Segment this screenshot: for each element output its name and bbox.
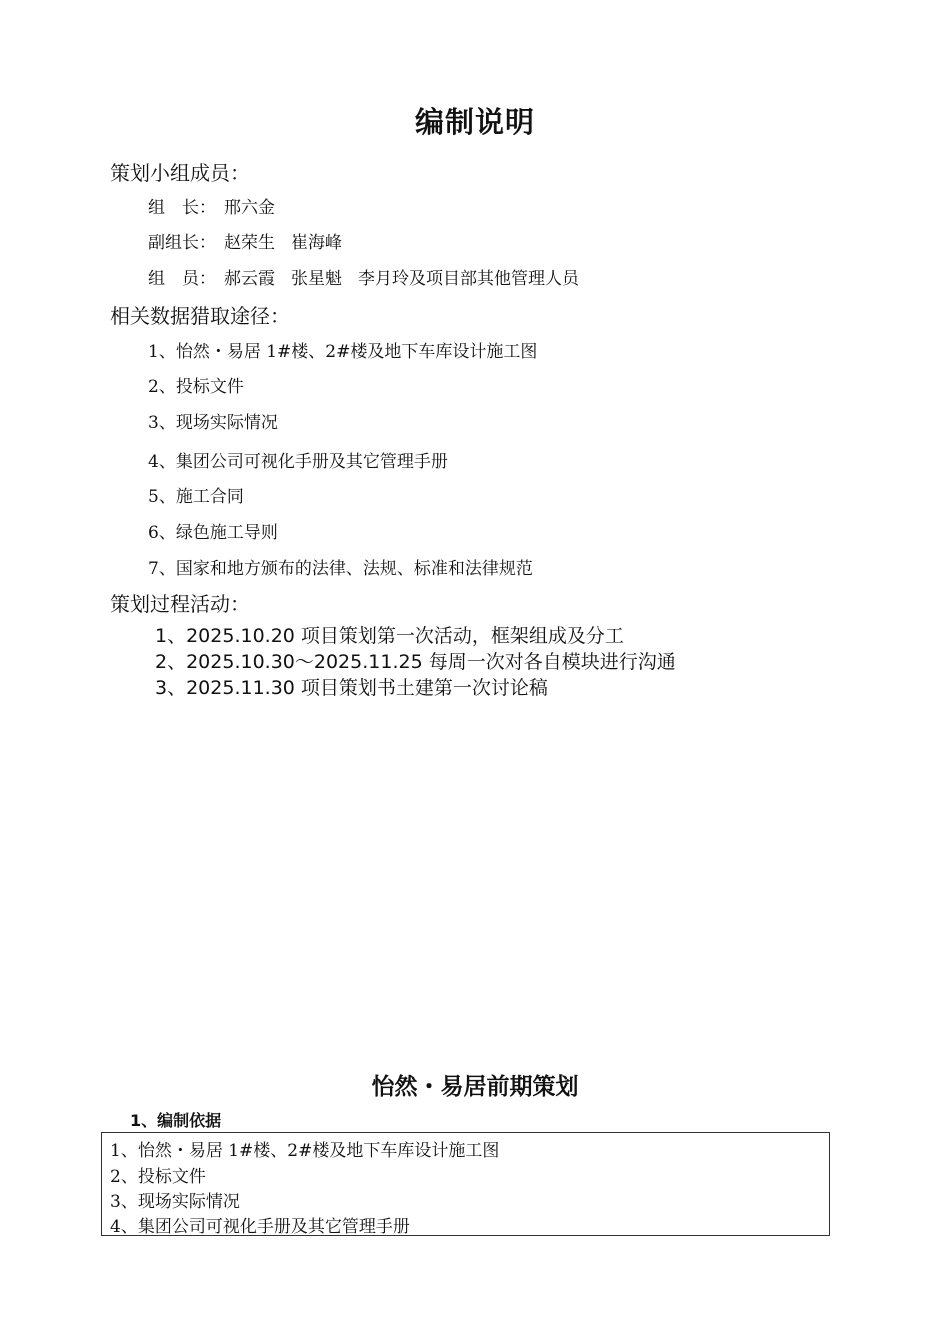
member-name: 张星魁 xyxy=(291,269,342,289)
member-row-members xyxy=(148,264,595,289)
source-item: 2、投标文件 xyxy=(148,377,244,397)
source-item: 6、绿色施工导则 xyxy=(148,523,278,543)
source-item: 5、施工合同 xyxy=(148,487,244,507)
member-name: 崔海峰 xyxy=(291,233,342,253)
member-role: 副组长： xyxy=(148,233,216,253)
section-title: 怡然・易居前期策划 xyxy=(371,1074,579,1100)
member-name: 邢六金 xyxy=(224,198,275,218)
basis-item: 2、投标文件 xyxy=(110,1167,206,1187)
basis-item: 1、怡然・易居 1#楼、2#楼及地下车库设计施工图 xyxy=(110,1141,500,1161)
process-item: 1、2025.10.20 项目策划第一次活动，框架组成及分工 xyxy=(155,625,624,647)
process-item: 2、2025.10.30～2025.11.25 每周一次对各自模块进行沟通 xyxy=(155,651,676,673)
basis-table xyxy=(101,1132,830,1236)
member-name: 赵荣生 xyxy=(224,233,275,253)
member-row-deputy xyxy=(148,228,358,253)
team-heading: 策划小组成员： xyxy=(110,161,250,185)
source-item: 4、集团公司可视化手册及其它管理手册 xyxy=(148,452,448,472)
member-name: 郝云霞 xyxy=(224,269,275,289)
page-title: 编制说明 xyxy=(414,105,535,139)
basis-item: 3、现场实际情况 xyxy=(110,1192,240,1212)
source-item: 3、现场实际情况 xyxy=(148,413,278,433)
member-row-leader xyxy=(148,193,291,218)
member-name: 李月玲及项目部其他管理人员 xyxy=(358,269,579,289)
process-item: 3、2025.11.30 项目策划书土建第一次讨论稿 xyxy=(155,677,548,699)
basis-item: 4、集团公司可视化手册及其它管理手册 xyxy=(110,1217,410,1237)
source-item: 1、怡然・易居 1#楼、2#楼及地下车库设计施工图 xyxy=(148,342,538,362)
process-heading: 策划过程活动： xyxy=(110,592,250,616)
sources-heading: 相关数据猎取途径： xyxy=(110,304,290,328)
member-role: 组 长： xyxy=(148,198,216,218)
source-item: 7、国家和地方颁布的法律、法规、标准和法律规范 xyxy=(148,559,533,579)
member-role: 组 员： xyxy=(148,269,216,289)
section-subheading: 1、编制依据 xyxy=(130,1111,222,1130)
